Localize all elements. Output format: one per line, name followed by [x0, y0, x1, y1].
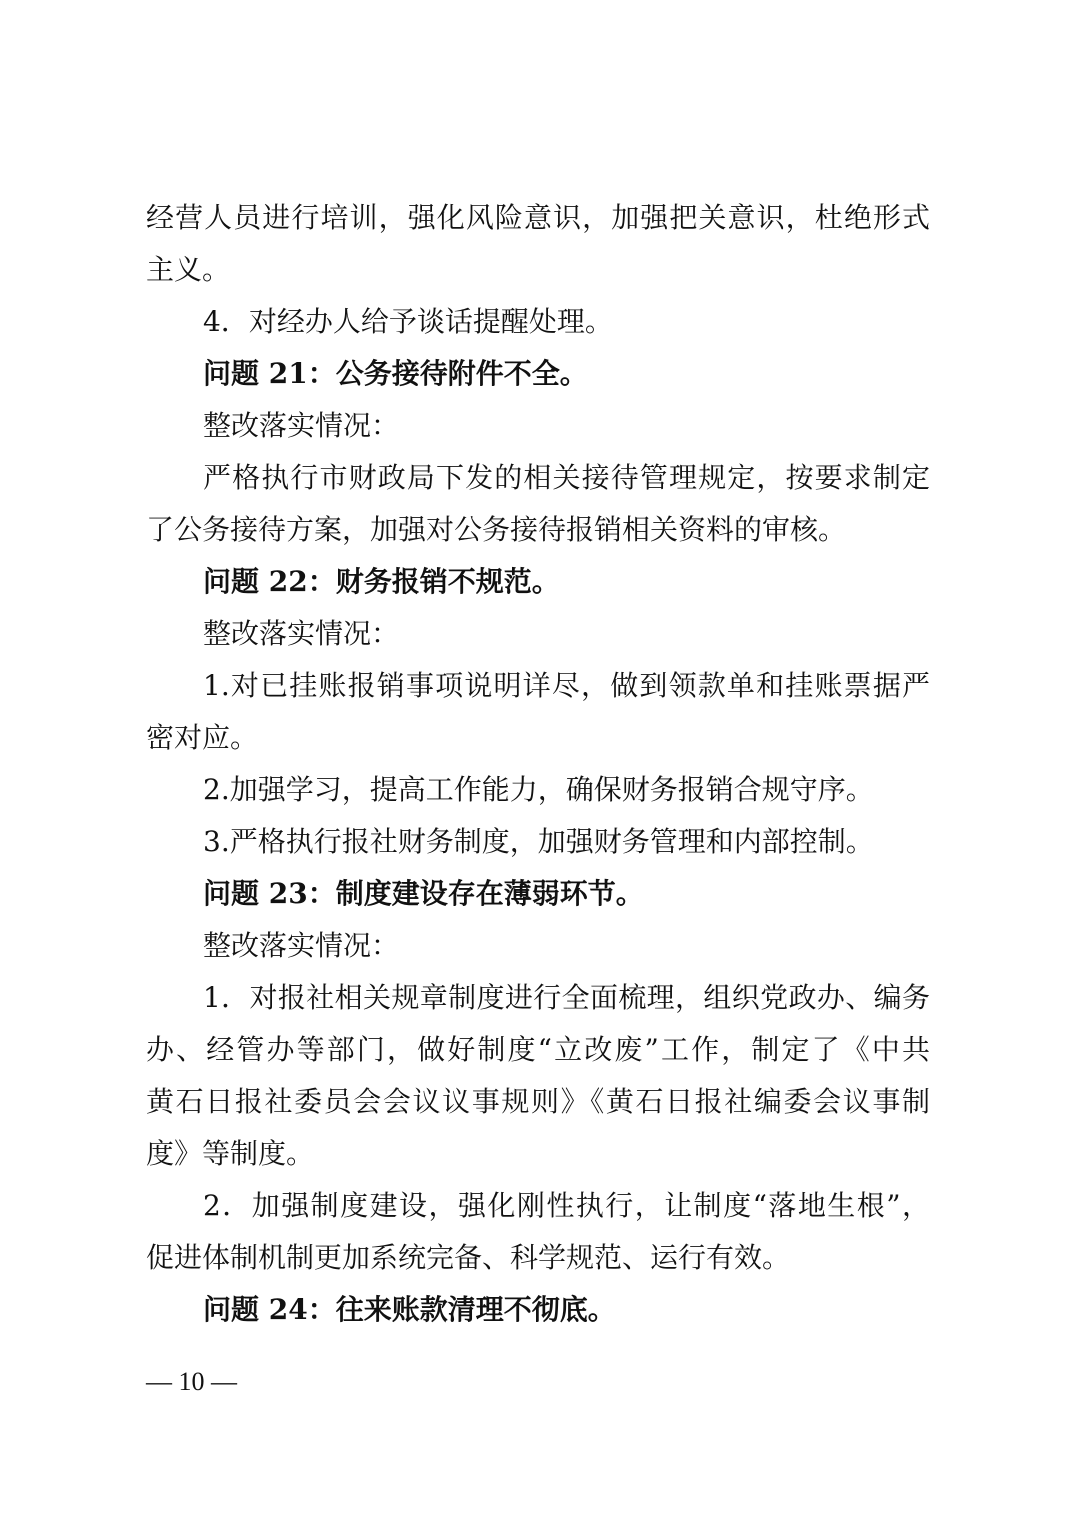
page-number: — 10 — — [146, 1367, 237, 1396]
body-text-line: 严格执行市财政局下发的相关接待管理规定，按要求制定 — [203, 461, 930, 494]
body-text-line: 4．对经办人给予谈话提醒处理。 — [203, 305, 613, 338]
section-label: 整改落实情况： — [203, 929, 400, 962]
section-label: 整改落实情况： — [203, 617, 400, 650]
body-text-line: 密对应。 — [146, 721, 259, 754]
issue-heading: 问题 24：往来账款清理不彻底。 — [203, 1293, 616, 1326]
body-text-line: 黄石日报社委员会会议议事规则》《黄石日报社编委会议事制 — [146, 1085, 930, 1118]
issue-heading: 问题 21：公务接待附件不全。 — [203, 357, 588, 390]
body-text-line: 办、经管办等部门，做好制度“立改废”工作，制定了《中共 — [146, 1033, 930, 1066]
body-text-line: 3.严格执行报社财务制度，加强财务管理和内部控制。 — [203, 825, 874, 858]
issue-heading: 问题 23：制度建设存在薄弱环节。 — [203, 877, 644, 910]
body-text-line: 2．加强制度建设，强化刚性执行，让制度“落地生根”， — [203, 1189, 930, 1222]
section-label: 整改落实情况： — [203, 409, 400, 442]
body-text-line: 促进体制机制更加系统完备、科学规范、运行有效。 — [146, 1241, 791, 1274]
body-text-line: 经营人员进行培训，强化风险意识，加强把关意识，杜绝形式 — [146, 201, 930, 234]
body-text-line: 了公务接待方案，加强对公务接待报销相关资料的审核。 — [146, 513, 847, 546]
body-text-line: 1.对已挂账报销事项说明详尽，做到领款单和挂账票据严 — [203, 669, 930, 702]
issue-heading: 问题 22：财务报销不规范。 — [203, 565, 560, 598]
body-text-line: 2.加强学习，提高工作能力，确保财务报销合规守序。 — [203, 773, 874, 806]
body-text-line: 度》等制度。 — [146, 1137, 315, 1170]
body-text-line: 主义。 — [146, 253, 231, 286]
body-text-line: 1．对报社相关规章制度进行全面梳理，组织党政办、编务 — [203, 981, 930, 1014]
